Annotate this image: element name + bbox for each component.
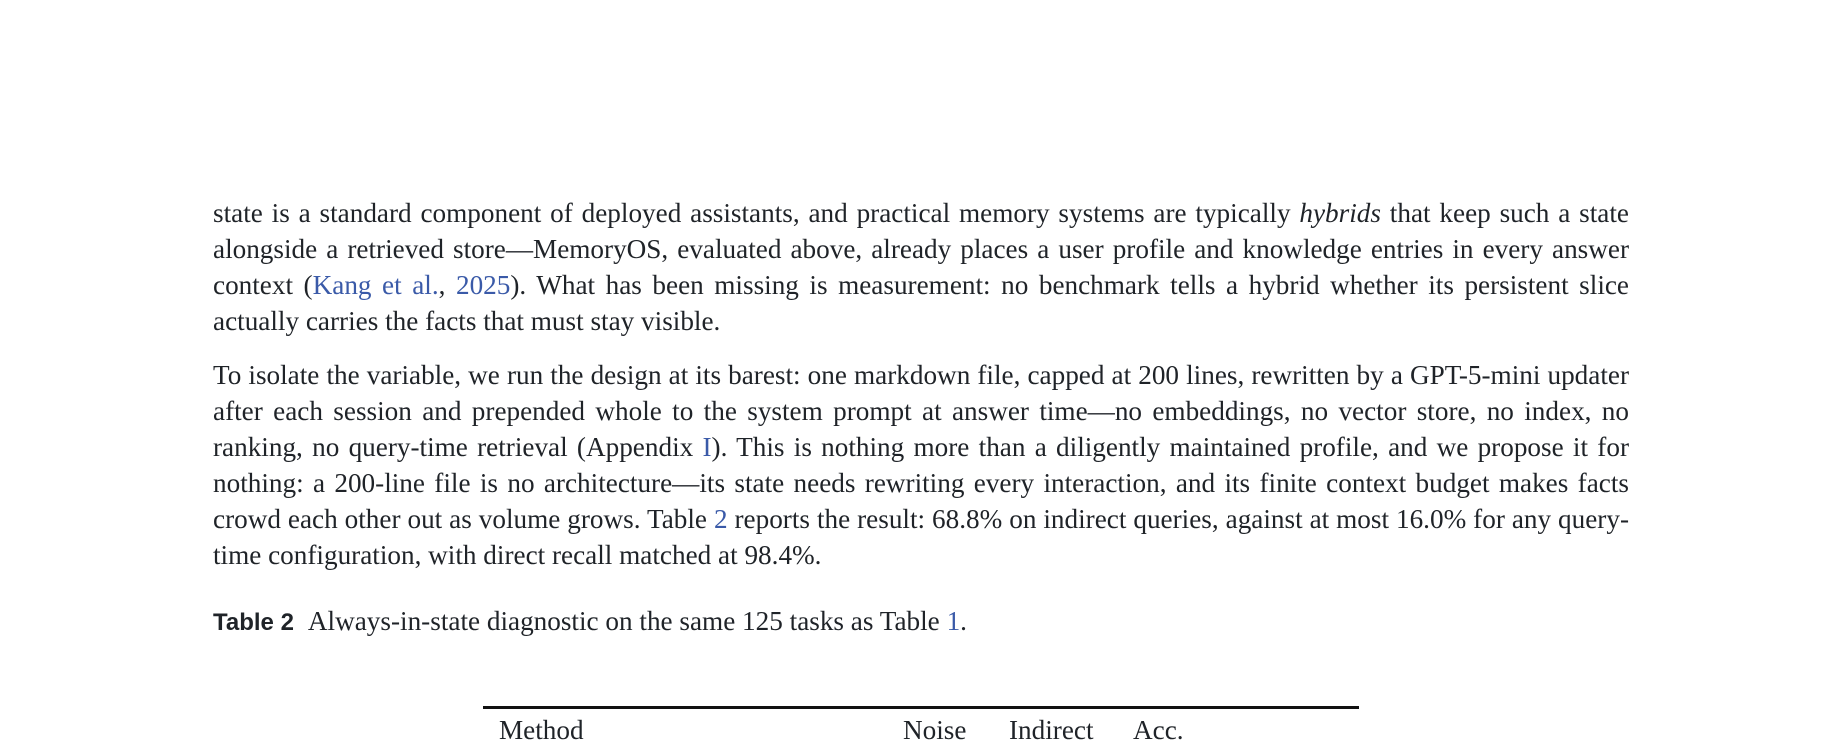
paragraph-2-text-b: ). This is nothing more than a diligently maintained profile, and we propose it for nothing: a 200-line file is no architecture—its state needs rewriting every interaction, and its finite context budget makes facts crowd each other out as volume grows. Table [213, 432, 1630, 534]
citation-year-link[interactable]: 2025 [455, 270, 511, 300]
appendix-ref-link[interactable]: I [702, 432, 712, 462]
paragraph-1-emphasis: hybrids [1299, 198, 1381, 228]
citation-separator: , [438, 270, 456, 300]
results-table [483, 706, 1359, 749]
table-header-noise: Noise [903, 715, 967, 745]
table-caption-label: Table 2 [213, 609, 294, 636]
table-1-ref-link[interactable]: 1 [946, 606, 961, 636]
paragraph-2 [213, 357, 1629, 573]
paper-body [213, 195, 1629, 641]
paragraph-1-text-a: state is a standard component of deployed assistants, and practical memory systems are typically [213, 198, 1300, 228]
citation-author-link[interactable]: Kang et al. [312, 270, 439, 300]
table-header-row [483, 709, 1359, 749]
table-caption [213, 603, 1629, 641]
table-header-indirect: Indirect [1009, 715, 1094, 745]
paragraph-1-text-b: that keep such a state alongside a retrieved store—MemoryOS, evaluated above, already places a user profile and knowledge entries in every answer context ( [213, 198, 1629, 300]
paragraph-2-text-c: reports the result: 68.8% on indirect queries, against at most 16.0% for any query-time configuration, with direct recall matched at 98.4%. [213, 504, 1630, 570]
paragraph-1 [213, 195, 1629, 339]
table-caption-text-a: Always-in-state diagnostic on the same 125 tasks as Table [307, 606, 947, 636]
table-header-acc: Acc. [1133, 715, 1184, 745]
paragraph-1-text-c: ). What has been missing is measurement: no benchmark tells a hybrid whether its persistent slice actually carries the facts that must stay visible. [213, 270, 1630, 336]
table-header-method: Method [499, 715, 584, 745]
table-2-ref-link[interactable]: 2 [713, 504, 728, 534]
paragraph-2-text-a: To isolate the variable, we run the design at its barest: one markdown file, capped at 200 lines, rewritten by a GPT-5-mini updater after each session and prepended whole to the system prompt at answer time—no embeddings, no vector store, no index, no ranking, no query-time retrieval (Appendix [213, 360, 1629, 462]
table-caption-text-b: . [960, 606, 967, 636]
